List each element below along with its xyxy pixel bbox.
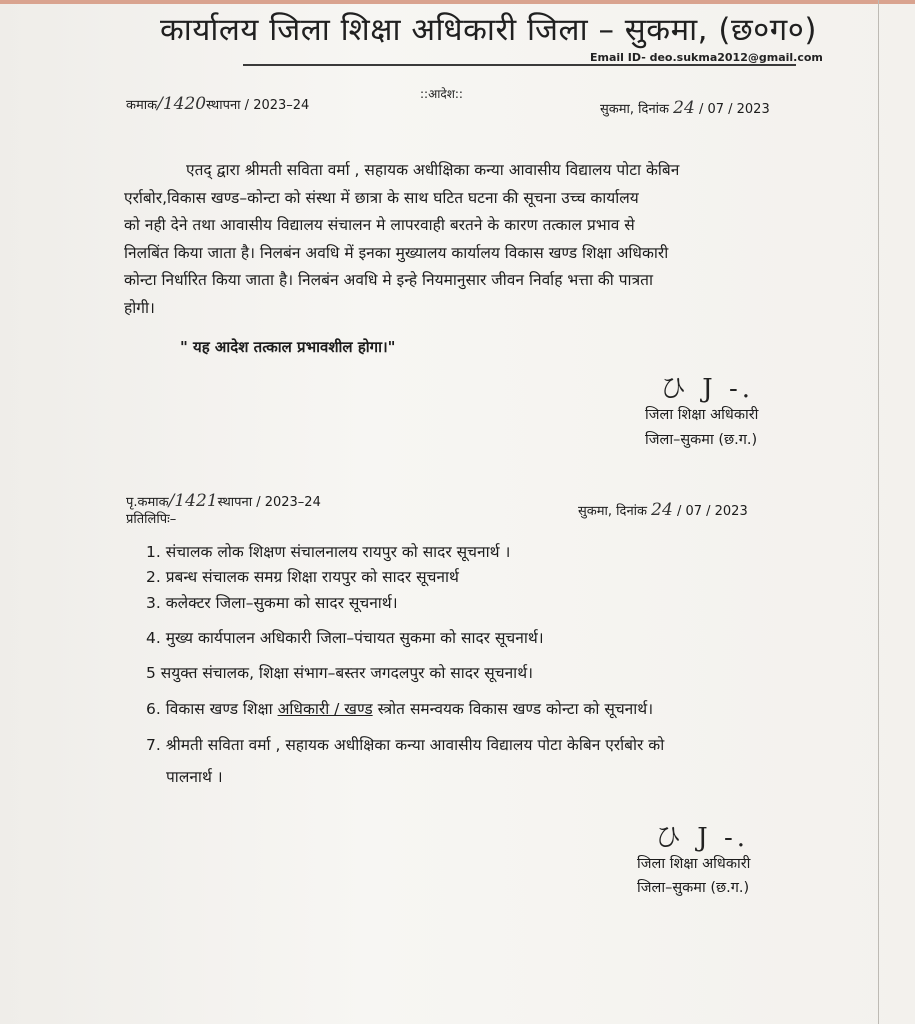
date-day: 24 [673, 98, 695, 118]
endorsement-date-rest: / 07 / 2023 [676, 504, 748, 519]
copy-item-1: 1. संचालक लोक शिक्षण संचालनालय रायपुर को सादर सूचनार्थ । [146, 543, 511, 561]
signatory-place-1: जिला–सुकमा (छ.ग.) [645, 432, 758, 448]
order-paragraph-line-2: एर्राबोर,विकास खण्ड–कोन्टा को संस्था में छात्रा के साथ घटित घटना की सूचना उच्च कार्यालय [124, 189, 639, 207]
date-place: सुकमा, दिनांक [600, 102, 670, 117]
copy-item-6-prefix: 6. विकास खण्ड शिक्षा [146, 700, 273, 718]
date-rest: / 07 / 2023 [698, 102, 770, 117]
copy-item-4: 4. मुख्य कार्यपालन अधिकारी जिला–पंचायत सुकमा को सादर सूचनार्थ। [146, 629, 544, 647]
header-divider [243, 64, 796, 66]
copy-item-7-line-2: पालनार्थ । [166, 768, 223, 786]
copy-item-6 [146, 697, 653, 719]
endorsement-reference [126, 491, 321, 511]
order-paragraph-line-5: कोन्टा निर्धारित किया जाता है। निलबंन अवधि मे इन्हे नियमानुसार जीवन निर्वाह भत्ता की पात्रता [124, 271, 653, 289]
copy-item-6-suffix: स्त्रोत समन्वयक विकास खण्ड कोन्टा को सूचनार्थ। [377, 700, 654, 718]
order-paragraph-line-6: होगी। [124, 299, 155, 317]
copy-item-5: 5 सयुक्त संचालक, शिक्षा संभाग–बस्तर जगदलपुर को सादर सूचनार्थ। [146, 664, 533, 682]
page-edge-line [878, 0, 879, 1024]
ref-label: कमाक [126, 98, 158, 113]
signatory-title-2: जिला शिक्षा अधिकारी [637, 856, 751, 872]
ref-number: /1420 [157, 94, 207, 114]
copy-to-label: प्रतिलिपिः– [126, 512, 177, 527]
ref-tail: स्थापना / 2023–24 [206, 98, 310, 113]
order-paragraph-line-4: निलबिंत किया जाता है। निलबंन अवधि में इनका मुख्यालय कार्यालय विकास खण्ड शिक्षा अधिकारी [124, 244, 669, 262]
copy-item-3: 3. कलेक्टर जिला–सुकमा को सादर सूचनार्थ। [146, 594, 398, 612]
order-paragraph-line-1: एतद् द्वारा श्रीमती सविता वर्मा , सहायक अधीक्षिका कन्या आवासीय विद्यालय पोटा केबिन [186, 161, 680, 179]
signatory-place-2: जिला–सुकमा (छ.ग.) [637, 880, 750, 896]
office-email: Email ID- deo.sukma2012@gmail.com [590, 51, 823, 64]
endorsement-date [578, 500, 748, 520]
copy-item-7-line-1: 7. श्रीमती सविता वर्मा , सहायक अधीक्षिका कन्या आवासीय विद्यालय पोटा केबिन एर्राबोर को [146, 736, 665, 754]
top-border [0, 0, 915, 4]
office-title: कार्यालय जिला शिक्षा अधिकारी जिला – सुकमा, (छ०ग०) [160, 12, 817, 48]
copy-item-2: 2. प्रबन्ध संचालक समग्र शिक्षा रायपुर को सादर सूचनार्थ [146, 568, 459, 586]
signatory-title-1: जिला शिक्षा अधिकारी [645, 407, 759, 423]
signature-1: ひ J -. [660, 374, 755, 404]
endorsement-ref-tail: स्थापना / 2023–24 [217, 495, 321, 510]
endorsement-ref-label: पृ.कमाक [126, 495, 169, 510]
order-heading: ::आदेश:: [420, 87, 463, 101]
effective-statement: " यह आदेश तत्काल प्रभावशील होगा।" [180, 338, 396, 356]
order-paragraph-line-3: को नही देने तथा आवासीय विद्यालय संचालन मे लापरवाही बरतने के कारण तत्काल प्रभाव से [124, 216, 635, 234]
signature-2: ひ J -. [655, 823, 750, 853]
endorsement-ref-number: /1421 [168, 491, 218, 511]
endorsement-date-day: 24 [651, 500, 673, 520]
copy-item-6-underlined: अधिकारी / खण्ड [277, 700, 373, 718]
order-date [600, 98, 770, 118]
endorsement-date-place: सुकमा, दिनांक [578, 504, 648, 519]
order-reference [126, 94, 309, 114]
